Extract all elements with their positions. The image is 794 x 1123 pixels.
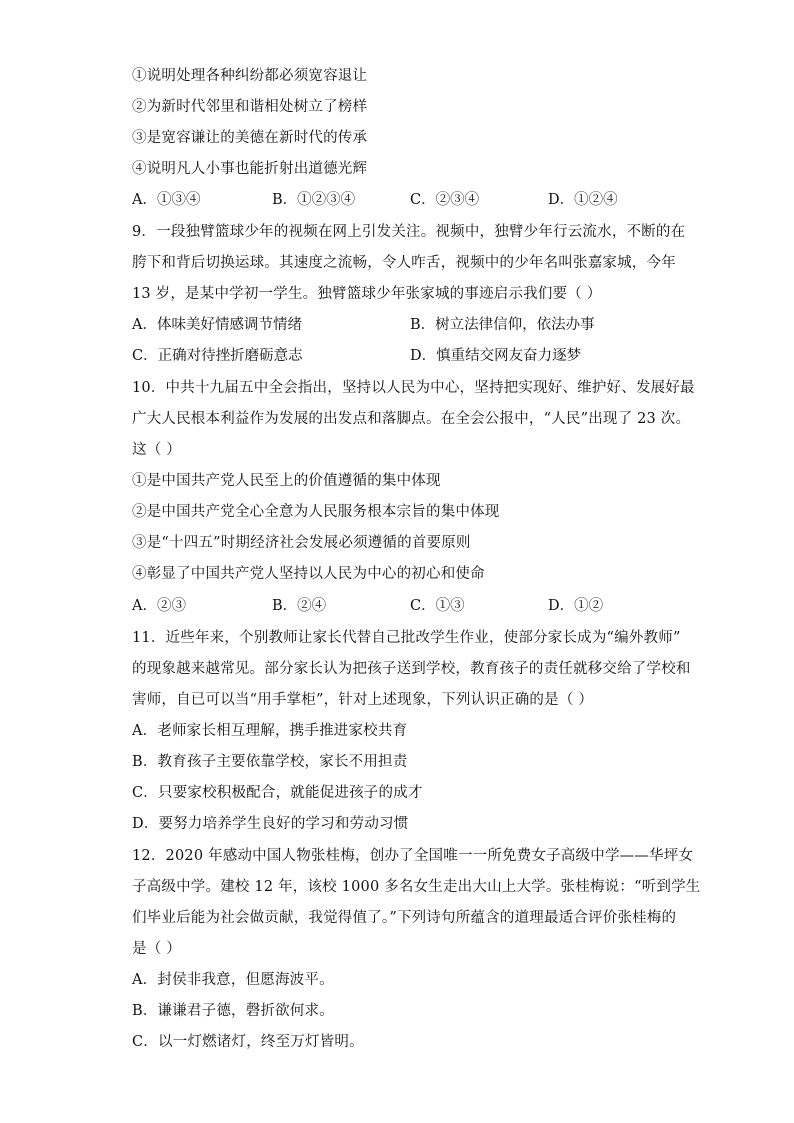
q11-option-c[interactable]: C．只要家校积极配合，就能促进孩子的成才: [132, 785, 423, 801]
q10-option-d[interactable]: D．①②: [548, 598, 604, 614]
q10-option-a[interactable]: A．②③: [132, 598, 186, 614]
q12-stem-line-2: 子高级中学。建校 12 年，该校 1000 多名女生走出大山上大学。张桂梅说：“听到学生: [132, 879, 701, 895]
q10-statement-1: ①是中国共产党人民至上的价值遵循的集中体现: [132, 473, 441, 489]
q12-option-a[interactable]: A．封侯非我意，但愿海波平。: [132, 972, 334, 988]
q10-stem-line-3: 这（ ）: [132, 442, 181, 458]
q9-stem-line-1: 9．一段独臂篮球少年的视频在网上引发关注。视频中，独臂少年行云流水，不断的在: [132, 224, 686, 240]
q9-option-a[interactable]: A．体味美好情感调节情绪: [132, 317, 302, 333]
q8-option-d[interactable]: D．①②④: [548, 192, 618, 208]
q10-stem-line-2: 广大人民根本利益作为发展的出发点和落脚点。在全会公报中，“人民”出现了 23 次。: [132, 411, 691, 427]
q10-statement-2: ②是中国共产党全心全意为人民服务根本宗旨的集中体现: [132, 504, 500, 520]
q9-option-b[interactable]: B．树立法律信仰，依法办事: [410, 317, 595, 333]
q11-option-b[interactable]: B．教育孩子主要依靠学校，家长不用担责: [132, 754, 408, 770]
q11-stem-line-1: 11．近些年来，个别教师让家长代替自己批改学生作业，使部分家长成为“编外教师”: [132, 630, 681, 646]
q12-stem-line-3: 们毕业后能为社会做贡献，我觉得值了。”下列诗句所蕴含的道理最适合评价张桂梅的: [132, 910, 677, 926]
q8-option-b[interactable]: B．①②③④: [272, 192, 356, 208]
q8-option-c[interactable]: C．②③④: [410, 192, 480, 208]
q9-option-d[interactable]: D．慎重结交网友奋力逐梦: [410, 348, 582, 364]
q11-stem-line-2: 的现象越来越常见。部分家长认为把孩子送到学校，教育孩子的责任就移交给了学校和: [132, 661, 691, 677]
q8-statement-3: ③是宽容谦让的美德在新时代的传承: [132, 130, 368, 146]
q12-option-c[interactable]: C．以一灯燃诸灯，终至万灯皆明。: [132, 1034, 364, 1050]
q11-stem-line-3: 害师，自已可以当“用手掌柜”，针对上述现象，下列认识正确的是（ ）: [132, 692, 594, 708]
q8-statement-1: ①说明处理各种纠纷都必须宽容退让: [132, 68, 368, 84]
q8-statement-4: ④说明凡人小事也能折射出道德光辉: [132, 161, 368, 177]
q9-stem-line-3: 13 岁，是某中学初一学生。独臂篮球少年张家城的事迹启示我们要（ ）: [132, 286, 602, 302]
q10-statement-4: ④彰显了中国共产党人坚持以人民为中心的初心和使命: [132, 566, 485, 582]
q9-option-c[interactable]: C．正确对待挫折磨砺意志: [132, 348, 303, 364]
q12-stem-line-4: 是（ ）: [132, 941, 181, 957]
q12-stem-line-1: 12．2020 年感动中国人物张桂梅，创办了全国唯一一所免费女子高级中学——华坪女: [132, 848, 694, 864]
q10-option-b[interactable]: B．②④: [272, 598, 327, 614]
q12-option-b[interactable]: B．谦谦君子德，磬折欲何求。: [132, 1003, 334, 1019]
q10-stem-line-1: 10．中共十九届五中全会指出，坚持以人民为中心，坚持把实现好、维护好、发展好最: [132, 380, 695, 396]
q11-option-a[interactable]: A．老师家长相互理解，携手推进家校共育: [132, 723, 408, 739]
q8-statement-2: ②为新时代邻里和谐相处树立了榜样: [132, 99, 368, 115]
q8-option-a[interactable]: A．①③④: [132, 192, 201, 208]
q9-stem-line-2: 胯下和背后切换运球。其速度之流畅，令人咋舌，视频中的少年名叫张嘉家城，今年: [132, 255, 676, 271]
q11-option-d[interactable]: D．要努力培养学生良好的学习和劳动习惯: [132, 816, 409, 832]
q10-option-c[interactable]: C．①③: [410, 598, 465, 614]
q10-statement-3: ③是“十四五”时期经济社会发展必须遵循的首要原则: [132, 535, 471, 551]
